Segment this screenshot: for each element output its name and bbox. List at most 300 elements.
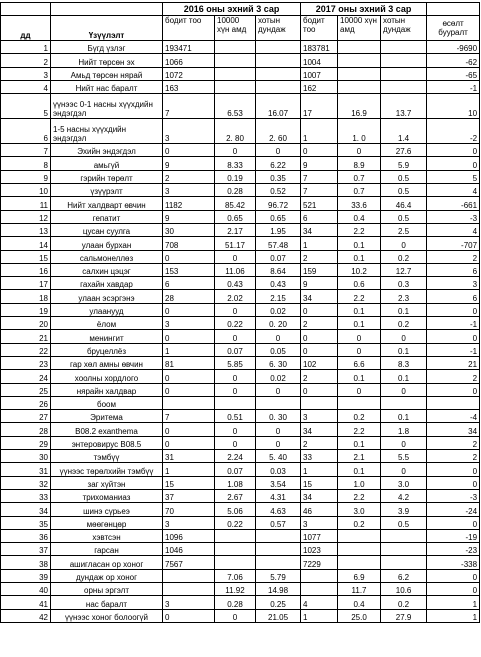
cell-2016-actual: 3	[163, 119, 215, 144]
cell-2017-city-avg	[381, 67, 427, 80]
row-number: 31	[1, 463, 51, 476]
cell-2016-per10000	[215, 543, 256, 556]
row-indicator: хоолны хордлого	[51, 370, 163, 383]
cell-growth: -2	[427, 119, 480, 144]
cell-2017-city-avg: 3.9	[381, 503, 427, 516]
table-row	[1, 383, 480, 396]
cell-2016-city-avg: 1.95	[256, 223, 301, 236]
cell-2017-actual: 0	[301, 383, 338, 396]
cell-2017-per10000	[338, 41, 381, 54]
cell-2017-per10000: 10.2	[338, 263, 381, 276]
cell-growth: 2	[427, 436, 480, 449]
cell-2017-actual	[301, 396, 338, 409]
cell-growth: 0	[427, 569, 480, 582]
cell-2016-city-avg: 0.05	[256, 343, 301, 356]
cell-2016-per10000: 0	[215, 383, 256, 396]
row-number: 42	[1, 609, 51, 622]
cell-2017-city-avg: 0	[381, 463, 427, 476]
row-number: 19	[1, 303, 51, 316]
table-row	[1, 343, 480, 356]
header-2017-city-avg: хотын дундаж	[381, 16, 427, 41]
cell-2016-per10000: 5.06	[215, 503, 256, 516]
cell-2016-per10000: 0.51	[215, 410, 256, 423]
cell-2017-actual: 33	[301, 450, 338, 463]
row-number: 21	[1, 330, 51, 343]
cell-2016-city-avg: 4.63	[256, 503, 301, 516]
cell-2016-city-avg	[256, 396, 301, 409]
cell-2017-per10000: 0.4	[338, 210, 381, 223]
cell-growth: -3	[427, 210, 480, 223]
cell-2016-actual	[163, 582, 215, 595]
row-number: 14	[1, 237, 51, 250]
cell-2016-per10000: 6.53	[215, 94, 256, 119]
cell-2016-actual: 1	[163, 343, 215, 356]
row-number: 25	[1, 383, 51, 396]
cell-2016-city-avg: 0.07	[256, 250, 301, 263]
cell-2017-actual: 102	[301, 356, 338, 369]
cell-growth: 2	[427, 250, 480, 263]
cell-2016-city-avg	[256, 80, 301, 93]
table-row	[1, 609, 480, 622]
row-indicator: улаанууд	[51, 303, 163, 316]
cell-2017-per10000: 8.9	[338, 157, 381, 170]
row-number: 16	[1, 263, 51, 276]
row-indicator: шинэ сүрьеэ	[51, 503, 163, 516]
cell-2016-per10000: 0.65	[215, 210, 256, 223]
cell-2017-actual: 0	[301, 330, 338, 343]
cell-2016-actual: 70	[163, 503, 215, 516]
cell-2016-actual	[163, 396, 215, 409]
row-indicator: салхин цэцэг	[51, 263, 163, 276]
cell-growth: -3	[427, 489, 480, 502]
row-number: 10	[1, 184, 51, 197]
cell-2017-city-avg: 0.5	[381, 516, 427, 529]
cell-2016-actual: 708	[163, 237, 215, 250]
cell-2016-per10000: 11.92	[215, 582, 256, 595]
cell-growth: -707	[427, 237, 480, 250]
table-row	[1, 303, 480, 316]
cell-2017-actual: 1	[301, 463, 338, 476]
cell-2017-per10000	[338, 54, 381, 67]
cell-2017-actual: 1023	[301, 543, 338, 556]
cell-2017-city-avg: 0.2	[381, 317, 427, 330]
cell-2017-actual: 1004	[301, 54, 338, 67]
header-2017-actual: бодит тоо	[301, 16, 338, 41]
table-row	[1, 556, 480, 569]
cell-2016-city-avg	[256, 41, 301, 54]
cell-2016-actual: 0	[163, 330, 215, 343]
cell-2017-actual: 1077	[301, 529, 338, 542]
cell-2016-actual: 0	[163, 144, 215, 157]
cell-2016-city-avg: 5.79	[256, 569, 301, 582]
table-row	[1, 223, 480, 236]
row-indicator: гахайн хавдар	[51, 277, 163, 290]
cell-2017-actual: 34	[301, 489, 338, 502]
cell-2017-per10000: 0.1	[338, 370, 381, 383]
cell-2016-city-avg: 3.54	[256, 476, 301, 489]
cell-2017-city-avg	[381, 556, 427, 569]
table-row	[1, 210, 480, 223]
cell-2017-per10000: 0.6	[338, 277, 381, 290]
cell-2016-city-avg: 2.15	[256, 290, 301, 303]
cell-2017-actual: 521	[301, 197, 338, 210]
cell-2017-city-avg	[381, 396, 427, 409]
cell-2016-per10000: 85.42	[215, 197, 256, 210]
cell-2016-per10000	[215, 556, 256, 569]
cell-2016-per10000: 51.17	[215, 237, 256, 250]
row-indicator: нярайн халдвар	[51, 383, 163, 396]
cell-2016-per10000: 0.43	[215, 277, 256, 290]
cell-2017-actual: 2	[301, 317, 338, 330]
row-number: 7	[1, 144, 51, 157]
cell-2016-actual: 7567	[163, 556, 215, 569]
cell-2017-actual: 34	[301, 423, 338, 436]
cell-growth: -19	[427, 529, 480, 542]
row-indicator: цусан суулга	[51, 223, 163, 236]
cell-2017-actual: 1007	[301, 67, 338, 80]
cell-2016-per10000: 2.67	[215, 489, 256, 502]
row-number: 6	[1, 119, 51, 144]
cell-growth: -62	[427, 54, 480, 67]
table-row	[1, 356, 480, 369]
cell-2016-actual: 1	[163, 463, 215, 476]
cell-2017-per10000: 0.2	[338, 410, 381, 423]
cell-2017-per10000: 0.1	[338, 436, 381, 449]
cell-2016-city-avg: 0.25	[256, 596, 301, 609]
table-row	[1, 436, 480, 449]
cell-2017-city-avg: 6.2	[381, 569, 427, 582]
cell-2017-city-avg: 0	[381, 436, 427, 449]
cell-2017-actual: 183781	[301, 41, 338, 54]
row-indicator: менингит	[51, 330, 163, 343]
row-indicator: сальмонеллөз	[51, 250, 163, 263]
row-indicator: үүнээс хоног болоогүй	[51, 609, 163, 622]
cell-2017-city-avg: 5.9	[381, 157, 427, 170]
row-number: 39	[1, 569, 51, 582]
header-2016-city-avg: хотын дундаж	[256, 16, 301, 41]
row-number: 11	[1, 197, 51, 210]
cell-2016-city-avg: 0.43	[256, 277, 301, 290]
cell-2017-actual: 7229	[301, 556, 338, 569]
cell-2016-per10000: 2.24	[215, 450, 256, 463]
table-row	[1, 94, 480, 119]
table-row	[1, 450, 480, 463]
cell-2016-actual: 31	[163, 450, 215, 463]
row-indicator: Нийт төрсөн эх	[51, 54, 163, 67]
cell-2016-per10000: 0.07	[215, 343, 256, 356]
cell-2016-city-avg: 21.05	[256, 609, 301, 622]
row-indicator: Нийт нас баралт	[51, 80, 163, 93]
cell-2017-city-avg: 0.5	[381, 210, 427, 223]
cell-2017-per10000: 0	[338, 330, 381, 343]
cell-2016-city-avg: 0.03	[256, 463, 301, 476]
cell-2016-actual: 7	[163, 94, 215, 119]
row-number: 26	[1, 396, 51, 409]
cell-2017-actual	[301, 582, 338, 595]
header-2017: 2017 оны эхний 3 сар	[301, 3, 427, 16]
row-number: 37	[1, 543, 51, 556]
cell-growth: 6	[427, 290, 480, 303]
row-number: 32	[1, 476, 51, 489]
cell-2016-actual: 193471	[163, 41, 215, 54]
cell-2016-city-avg: 16.07	[256, 94, 301, 119]
cell-2016-per10000	[215, 396, 256, 409]
cell-2016-city-avg: 6.22	[256, 157, 301, 170]
header-blank-3	[427, 3, 480, 16]
cell-2016-actual: 0	[163, 609, 215, 622]
cell-2017-actual: 7	[301, 170, 338, 183]
row-indicator: энтеровирус B08.5	[51, 436, 163, 449]
cell-2016-actual: 2	[163, 170, 215, 183]
cell-2016-actual: 1066	[163, 54, 215, 67]
cell-growth: 0	[427, 330, 480, 343]
row-indicator: мөөгөнцөр	[51, 516, 163, 529]
cell-2017-actual: 2	[301, 370, 338, 383]
table-row	[1, 290, 480, 303]
cell-2016-city-avg: 4.31	[256, 489, 301, 502]
cell-2017-city-avg	[381, 529, 427, 542]
table-row	[1, 410, 480, 423]
row-number: 20	[1, 317, 51, 330]
row-indicator: үүнээс 0-1 насны хүүхдийн эндэгдэл	[51, 94, 163, 119]
cell-2017-actual: 34	[301, 223, 338, 236]
cell-2016-actual: 163	[163, 80, 215, 93]
cell-2017-actual: 0	[301, 144, 338, 157]
cell-2017-per10000: 6.6	[338, 356, 381, 369]
cell-2017-actual: 1	[301, 119, 338, 144]
cell-2016-actual: 1072	[163, 67, 215, 80]
cell-2016-city-avg: 0.02	[256, 370, 301, 383]
cell-2017-per10000: 0.1	[338, 317, 381, 330]
cell-2017-actual: 3	[301, 516, 338, 529]
cell-2016-actual: 30	[163, 223, 215, 236]
cell-2017-actual: 0	[301, 303, 338, 316]
cell-2017-city-avg: 13.7	[381, 94, 427, 119]
statistics-table	[0, 2, 480, 623]
row-indicator: хэвтсэн	[51, 529, 163, 542]
cell-2017-per10000	[338, 396, 381, 409]
cell-2017-per10000: 0.1	[338, 303, 381, 316]
cell-2016-city-avg: 0.02	[256, 303, 301, 316]
cell-2017-city-avg: 27.6	[381, 144, 427, 157]
cell-2017-per10000: 0	[338, 383, 381, 396]
cell-2016-per10000	[215, 529, 256, 542]
cell-2017-per10000: 6.9	[338, 569, 381, 582]
spreadsheet	[0, 2, 480, 623]
cell-2016-actual: 28	[163, 290, 215, 303]
cell-2017-actual: 46	[301, 503, 338, 516]
cell-2017-actual: 2	[301, 250, 338, 263]
row-number: 5	[1, 94, 51, 119]
cell-2017-city-avg: 5.5	[381, 450, 427, 463]
cell-2017-actual: 7	[301, 184, 338, 197]
cell-2017-actual: 159	[301, 263, 338, 276]
cell-growth: 0	[427, 582, 480, 595]
row-number: 35	[1, 516, 51, 529]
row-number: 12	[1, 210, 51, 223]
cell-2017-city-avg: 0.2	[381, 250, 427, 263]
cell-2016-city-avg: 0	[256, 383, 301, 396]
row-indicator: ашигласан ор хоног	[51, 556, 163, 569]
cell-2016-per10000: 0.28	[215, 184, 256, 197]
cell-growth: 0	[427, 516, 480, 529]
cell-2016-actual: 3	[163, 516, 215, 529]
row-number: 18	[1, 290, 51, 303]
cell-2016-city-avg: 0.52	[256, 184, 301, 197]
header-2016-per10000: 10000 хүн амд	[215, 16, 256, 41]
cell-growth: -9690	[427, 41, 480, 54]
cell-2016-actual: 7	[163, 410, 215, 423]
cell-2017-actual: 0	[301, 343, 338, 356]
cell-2016-per10000: 5.85	[215, 356, 256, 369]
cell-growth: 0	[427, 463, 480, 476]
cell-2016-per10000: 2. 80	[215, 119, 256, 144]
cell-2016-city-avg: 57.48	[256, 237, 301, 250]
cell-2017-per10000: 16.9	[338, 94, 381, 119]
cell-2016-actual: 3	[163, 317, 215, 330]
cell-2017-per10000	[338, 529, 381, 542]
cell-2016-city-avg: 14.98	[256, 582, 301, 595]
cell-2017-city-avg: 46.4	[381, 197, 427, 210]
cell-2016-city-avg: 0	[256, 423, 301, 436]
cell-2017-per10000: 1. 0	[338, 119, 381, 144]
cell-2017-per10000: 2.1	[338, 450, 381, 463]
cell-2016-per10000: 0	[215, 250, 256, 263]
row-indicator: амьгүй	[51, 157, 163, 170]
cell-growth: 0	[427, 157, 480, 170]
cell-2016-per10000: 0.19	[215, 170, 256, 183]
row-number: 40	[1, 582, 51, 595]
cell-growth: 4	[427, 223, 480, 236]
table-row	[1, 263, 480, 276]
cell-2017-actual: 34	[301, 290, 338, 303]
cell-2017-city-avg: 27.9	[381, 609, 427, 622]
row-number: 23	[1, 356, 51, 369]
cell-2017-per10000: 2.2	[338, 423, 381, 436]
cell-growth: -23	[427, 543, 480, 556]
cell-growth: 0	[427, 476, 480, 489]
cell-growth: 0	[427, 144, 480, 157]
cell-2017-city-avg: 0.1	[381, 343, 427, 356]
cell-2017-city-avg: 0.5	[381, 184, 427, 197]
row-number: 27	[1, 410, 51, 423]
row-number: 24	[1, 370, 51, 383]
header-growth: өсөлт бууралт	[427, 16, 480, 41]
table-row	[1, 80, 480, 93]
cell-2017-actual: 15	[301, 476, 338, 489]
cell-growth: -1	[427, 343, 480, 356]
cell-2016-actual: 15	[163, 476, 215, 489]
cell-2016-actual: 0	[163, 423, 215, 436]
cell-2017-city-avg: 10.6	[381, 582, 427, 595]
header-dd: дд	[1, 16, 51, 41]
row-indicator: үзүүрэлт	[51, 184, 163, 197]
cell-2016-city-avg: 5. 40	[256, 450, 301, 463]
row-indicator: үүнээс төрөлхийн тэмбүү	[51, 463, 163, 476]
header-2016-actual: бодит тоо	[163, 16, 215, 41]
cell-2017-city-avg: 4.2	[381, 489, 427, 502]
cell-2017-per10000: 0.1	[338, 463, 381, 476]
cell-2017-per10000: 0.1	[338, 250, 381, 263]
cell-growth: -1	[427, 80, 480, 93]
table-row	[1, 529, 480, 542]
cell-growth: 2	[427, 450, 480, 463]
table-row	[1, 330, 480, 343]
cell-2016-per10000: 0.22	[215, 317, 256, 330]
table-row	[1, 119, 480, 144]
row-number: 29	[1, 436, 51, 449]
table-row	[1, 144, 480, 157]
cell-2017-city-avg: 2.3	[381, 290, 427, 303]
cell-2016-actual: 153	[163, 263, 215, 276]
row-indicator: тэмбүү	[51, 450, 163, 463]
cell-2016-actual: 0	[163, 436, 215, 449]
row-indicator: B08.2 exanthema	[51, 423, 163, 436]
cell-2017-per10000	[338, 67, 381, 80]
cell-2016-actual: 37	[163, 489, 215, 502]
row-number: 33	[1, 489, 51, 502]
cell-2017-city-avg: 0.1	[381, 410, 427, 423]
cell-2016-city-avg: 0. 20	[256, 317, 301, 330]
cell-2016-city-avg: 0.65	[256, 210, 301, 223]
row-number: 30	[1, 450, 51, 463]
cell-2016-city-avg: 96.72	[256, 197, 301, 210]
cell-2016-per10000	[215, 41, 256, 54]
cell-2016-city-avg: 8.64	[256, 263, 301, 276]
row-indicator: нас баралт	[51, 596, 163, 609]
cell-2017-per10000: 0.1	[338, 237, 381, 250]
row-indicator: бруцеллёз	[51, 343, 163, 356]
cell-2016-per10000: 7.06	[215, 569, 256, 582]
cell-2016-per10000: 11.06	[215, 263, 256, 276]
header-indicator: Үзүүлэлт	[51, 16, 163, 41]
cell-2017-actual: 9	[301, 157, 338, 170]
cell-2016-per10000	[215, 80, 256, 93]
row-indicator: 1-5 насны хүүхдийн эндэгдэл	[51, 119, 163, 144]
table-row	[1, 582, 480, 595]
cell-2016-city-avg	[256, 529, 301, 542]
cell-growth: -661	[427, 197, 480, 210]
cell-growth: -65	[427, 67, 480, 80]
cell-2016-per10000	[215, 67, 256, 80]
table-row	[1, 317, 480, 330]
cell-2016-per10000: 0	[215, 330, 256, 343]
table-row	[1, 396, 480, 409]
cell-growth: 10	[427, 94, 480, 119]
table-row	[1, 569, 480, 582]
cell-growth: -1	[427, 317, 480, 330]
cell-2017-actual: 9	[301, 277, 338, 290]
header-2016: 2016 оны эхний 3 сар	[163, 3, 301, 16]
cell-2017-per10000: 0.7	[338, 184, 381, 197]
cell-2016-per10000: 0.28	[215, 596, 256, 609]
cell-2017-actual: 3	[301, 410, 338, 423]
cell-2017-city-avg	[381, 80, 427, 93]
table-row	[1, 277, 480, 290]
cell-2017-per10000: 33.6	[338, 197, 381, 210]
cell-2017-city-avg	[381, 41, 427, 54]
cell-2017-city-avg: 2.5	[381, 223, 427, 236]
cell-2016-per10000: 2.17	[215, 223, 256, 236]
row-number: 9	[1, 170, 51, 183]
cell-2016-actual: 0	[163, 303, 215, 316]
cell-2016-per10000: 0	[215, 370, 256, 383]
cell-2016-city-avg: 0.57	[256, 516, 301, 529]
row-indicator: Амьд төрсөн нярай	[51, 67, 163, 80]
cell-2017-city-avg: 1.4	[381, 119, 427, 144]
cell-2016-actual	[163, 569, 215, 582]
cell-2017-per10000: 2.2	[338, 489, 381, 502]
